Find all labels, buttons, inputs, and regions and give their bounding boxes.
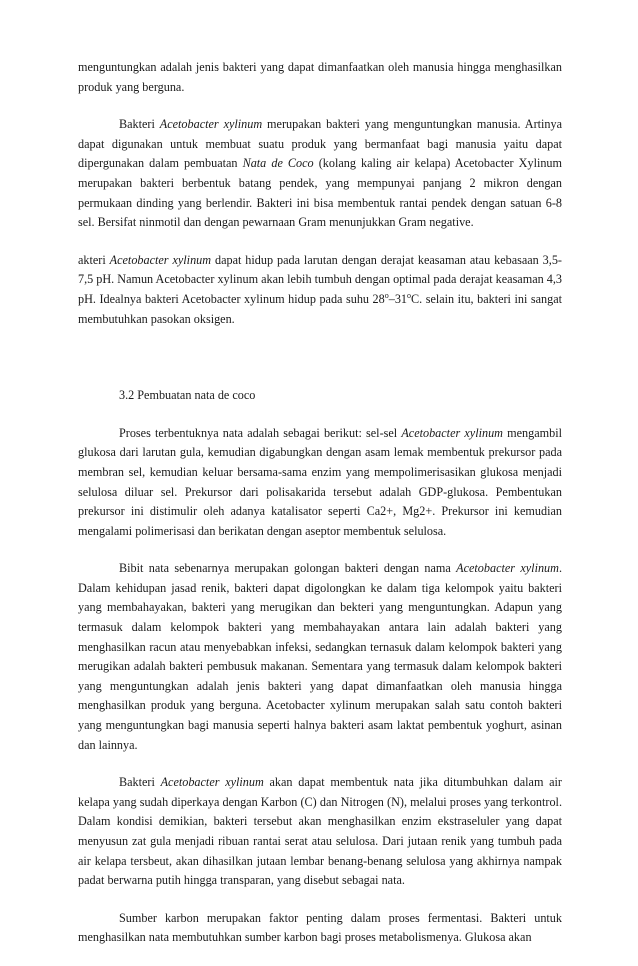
text-run: Bibit nata sebenarnya merupakan golongan bakteri dengan nama xyxy=(119,561,457,576)
text-run: Sumber karbon merupakan faktor penting dalam proses fermentasi. Bakteri untuk menghasilkan nata membutuhkan sumber karbon bagi proses metabolismenya. Glukosa akan xyxy=(78,910,562,945)
text-run: dapat hidup pada larutan dengan derajat keasaman atau kebasaan 3,5-7,5 pH. Namun Acetobacter xylinum akan lebih tumbuh dengan optimal pada derajat keasaman 4,3 pH. Idealnya bakteri Acetobacter xylinum hidup pada suhu 28 xyxy=(78,252,562,306)
italic-run: Nata de Coco xyxy=(242,156,314,171)
text-run: menguntungkan adalah jenis bakteri yang dapat dimanfaatkan oleh manusia hingga menghasilkan produk yang berguna. xyxy=(78,60,562,94)
text-run: . Dalam kehidupan jasad renik, bakteri dapat digolongkan ke dalam tiga kelompok yaitu bakteri yang membahayakan, bakteri yang merugikan dan bekteri yang menguntungkan. Adapun yang termasuk dalam kelompok bakteri yang membahayakan antara lain adalah bakteri yang menghasilkan racun atau menyebabkan infeksi, sedangkan ternasuk dalam kelompok bakteri yang merugikan adalah bakteri pembusuk makanan. Sementara yang termasuk dalam kelompok bakteri yang menguntungkan adalah jenis bakteri yang dapat dimanfaatkan oleh manusia hingga menghasilkan produk yang berguna. Acetobacter xylinum merupakan salah satu contoh bakteri yang menguntungkan bagi manusia seperti halnya bakteri asam laktat pembentuk yoghurt, asinan dan lainnya. xyxy=(78,561,562,752)
text-run: akteri xyxy=(78,252,110,267)
text-run: akan dapat membentuk nata jika ditumbuhkan dalam air kelapa yang sudah diperkaya dengan Karbon (C) dan Nitrogen (N), melalui proses yang terkontrol. Dalam kondisi demikian, bakteri tersebut akan menghasilkan enzim ekstraseluler yang dapat menyusun zat gula menjadi ribuan rantai serat atau selulosa. Dari jutaan renik yang tumbuh pada air kelapa tersbeut, akan dihasilkan jutaan lembar benang-benang selulosa yang akhirnya nampak padat berwarna putih hingga transparan, yang disebut sebagai nata. xyxy=(78,775,562,888)
text-run: –31 xyxy=(388,291,408,306)
text-run: C. selain itu, bakteri ini sangat membutuhkan pasokan oksigen. xyxy=(78,291,562,326)
paragraph-carbon-source xyxy=(78,909,562,948)
paragraph-acetobacter-description xyxy=(78,115,562,233)
paragraph-nata-seed xyxy=(78,559,562,755)
text-run: 3.2 Pembuatan nata de coco xyxy=(119,388,256,403)
text-run: Proses terbentuknya nata adalah sebagai berikut: sel-sel xyxy=(119,425,402,440)
text-run: mengambil glukosa dari larutan gula, kemudian digabungkan dengan asam lemak membentuk prekursor pada membran sel, kemudian keluar bersama-sama enzim yang mempolimerisasikan glukosa menjadi selulosa diluar sel. Prekursor dari polisakarida tersebut adalah GDP-glukosa. Pembentukan prekursor ini distimulir oleh adanya katalisator seperti Ca2+, Mg2+. Prekursor ini kemudian mengalami polimerisasi dan berikatan dengan aseptor membentuk selulosa. xyxy=(78,425,562,538)
paragraph-continuation xyxy=(78,58,562,97)
text-run: Bakteri xyxy=(119,775,161,790)
italic-run: Acetobacter xylinum xyxy=(109,252,212,267)
italic-run: Acetobacter xylinum xyxy=(456,561,559,576)
italic-run: Acetobacter xylinum xyxy=(160,775,264,790)
text-run: Bakteri xyxy=(119,117,160,132)
paragraph-ph-temperature xyxy=(78,251,562,329)
text-run: merupakan bakteri yang menguntungkan manusia. Artinya dapat digunakan untuk membuat suatu produk yang bermanfaat bagi manusia yaitu dapat dipergunakan dalam pembuatan xyxy=(78,117,562,171)
document-body xyxy=(78,58,562,966)
text-run: (kolang kaling air kelapa) Acetobacter Xylinum merupakan bakteri berbentuk batang pendek, yang mempunyai panjang 2 mikron dengan permukaan dinding yang berlendir. Bakteri ini bisa membentuk rantai pendek dengan satuan 6-8 sel. Bersifat ninmotil dan dengan pewarnaan Gram menunjukkan Gram negative. xyxy=(78,156,563,230)
italic-run: Acetobacter xylinum xyxy=(159,117,263,132)
paragraph-coconut-water xyxy=(78,773,562,891)
italic-run: Acetobacter xylinum xyxy=(401,425,503,440)
superscript-run: o xyxy=(407,290,412,300)
section-heading xyxy=(78,386,562,406)
paragraph-nata-formation xyxy=(78,424,562,542)
superscript-run: o xyxy=(384,290,389,300)
section-spacer xyxy=(78,347,562,386)
